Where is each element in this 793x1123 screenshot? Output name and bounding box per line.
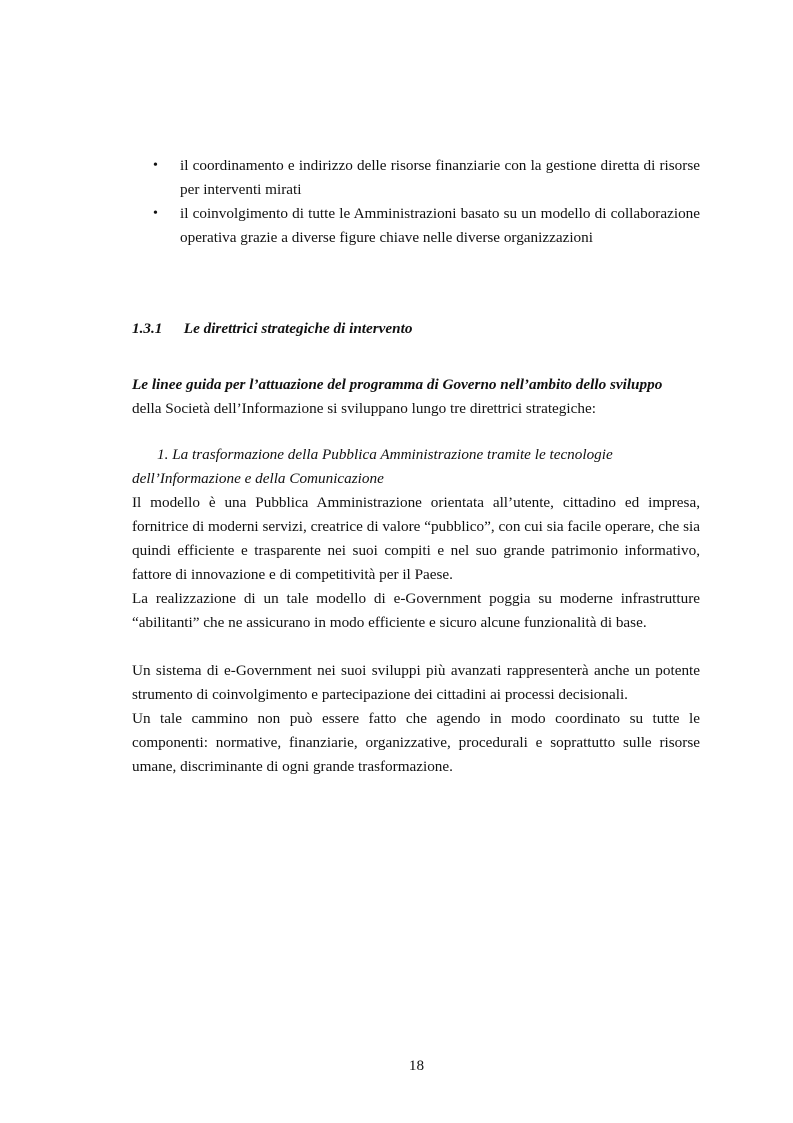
- section-heading: [132, 317, 702, 341]
- section-number: 1.3.1: [132, 320, 163, 337]
- bullet-icon: •: [153, 158, 158, 173]
- item-title-line1: 1. La trasformazione della Pubblica Amministrazione tramite le tecnologie: [157, 446, 613, 463]
- item-section: [132, 443, 700, 779]
- list-item: [150, 154, 700, 202]
- bullet-list: [150, 154, 700, 250]
- intro-paragraph: [132, 373, 700, 421]
- paragraph-gap: [132, 635, 700, 659]
- section-title: Le direttrici strategiche di intervento: [183, 320, 413, 337]
- bullet-text: il coinvolgimento di tutte le Amministrazioni basato su un modello di collaborazione operativa grazie a diverse figure chiave nelle diverse organizzazioni: [180, 205, 700, 246]
- paragraph: La realizzazione di un tale modello di e-Government poggia su moderne infrastrutture “abilitanti” che ne assicurano in modo efficiente e sicuro alcune funzionalità di base.: [132, 590, 700, 631]
- bullet-text: il coordinamento e indirizzo delle risorse finanziarie con la gestione diretta di risorse per interventi mirati: [180, 157, 700, 198]
- paragraph: Un tale cammino non può essere fatto che agendo in modo coordinato su tutte le componenti: normative, finanziarie, organizzative, procedurali e soprattutto sulle risorse umane, discriminante di ogni grande trasformazione.: [132, 710, 700, 775]
- list-item: [150, 202, 700, 250]
- intro-lead: Le linee guida per l’attuazione del programma di Governo nell’ambito dello sviluppo: [132, 376, 663, 393]
- bullet-icon: •: [153, 206, 158, 221]
- paragraph: Un sistema di e-Government nei suoi sviluppi più avanzati rappresenterà anche un potente strumento di coinvolgimento e partecipazione dei cittadini ai processi decisionali.: [132, 662, 700, 703]
- item-title: [132, 443, 700, 491]
- intro-rest: della Società dell’Informazione si sviluppano lungo tre direttrici strategiche:: [132, 400, 596, 417]
- page-number: 18: [408, 1057, 425, 1074]
- item-title-line2: dell’Informazione e della Comunicazione: [132, 470, 384, 487]
- paragraph: Il modello è una Pubblica Amministrazione orientata all’utente, cittadino ed impresa, fornitrice di moderni servizi, creatrice di valore “pubblico”, con cui sia facile operare, che sia quindi efficiente e trasparente nei suoi compiti e nel suo grande patrimonio informativo, fattore di innovazione e di competitività per il Paese.: [132, 494, 700, 583]
